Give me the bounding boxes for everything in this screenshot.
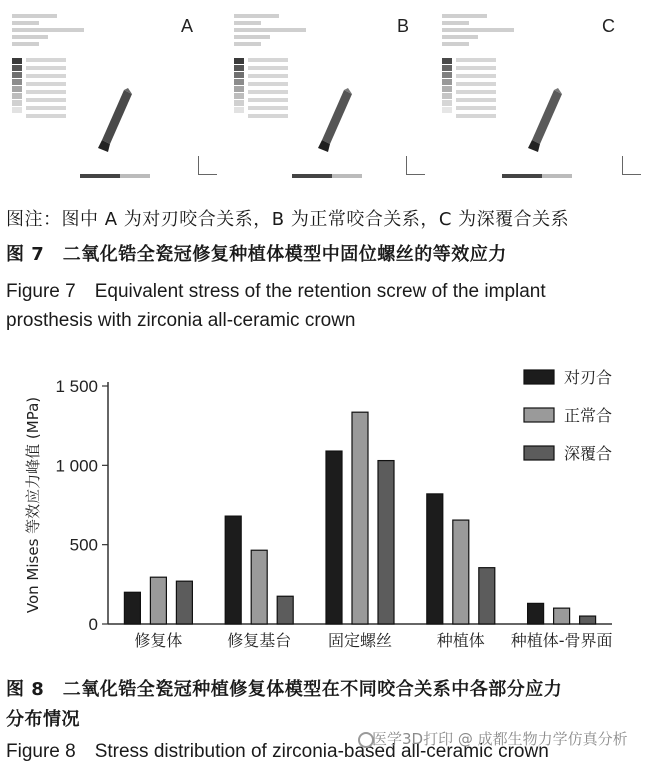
figure7-note: 图注：图中 A 为对刃咬合关系，B 为正常咬合关系，C 为深覆合关系 (6, 209, 570, 230)
legend-label: 对刃合 (564, 368, 613, 387)
bar (277, 596, 293, 624)
panel-label-a: A (181, 16, 194, 36)
bar (251, 550, 267, 624)
y-tick-label: 1 500 (55, 377, 98, 396)
y-tick-label: 500 (69, 535, 98, 555)
bar (554, 608, 570, 624)
retention-screw-model-c (520, 86, 570, 156)
figure7-title-en-line2: prosthesis with zirconia all-ceramic crown (6, 310, 356, 331)
legend-label: 深覆合 (564, 444, 613, 463)
retention-screw-model-a (90, 86, 140, 156)
bar (124, 592, 140, 624)
axis-triad (622, 156, 641, 175)
x-tick-label: 修复体 (134, 631, 183, 650)
panel-label-b: B (397, 16, 410, 36)
legend-label: 正常合 (564, 406, 613, 425)
figure8-title-cn-line1: 图 8 二氧化锆全瓷冠种植修复体模型在不同咬合关系中各部分应力 (6, 679, 563, 700)
stress-color-legend (12, 58, 22, 114)
watermark: 医学3D打印 @ 成都生物力学仿真分析 (372, 730, 628, 748)
y-tick-label: 0 (88, 615, 98, 634)
stress-color-legend (442, 58, 452, 114)
y-axis-label: Von Mises 等效应力峰值 (MPa) (24, 396, 42, 614)
axis-triad (406, 156, 425, 175)
axis-triad (198, 156, 217, 175)
stress-bar-chart (0, 350, 663, 670)
bar (378, 461, 394, 624)
bar (427, 494, 443, 624)
figure8-title-cn-line2: 分布情况 (6, 709, 80, 730)
bar (528, 603, 544, 624)
bar (176, 581, 192, 624)
x-tick-label: 修复基台 (227, 631, 292, 650)
legend-swatch (524, 370, 554, 384)
figure7-panel-a (0, 6, 210, 186)
panel-label-c: C (602, 16, 615, 36)
stress-color-legend (234, 58, 244, 114)
x-tick-label: 种植体-骨界面 (510, 631, 613, 650)
y-tick-label: 1 000 (55, 456, 98, 476)
bar (150, 577, 166, 624)
figure7-title-en-line1: Figure 7 Equivalent stress of the retention screw of the implant (6, 281, 546, 302)
figure8-title-en: Figure 8 Stress distribution of zirconia-based all-ceramic crown (6, 741, 549, 762)
bar (326, 451, 342, 624)
x-tick-label: 种植体 (436, 631, 485, 650)
bar (352, 412, 368, 624)
legend-swatch (524, 446, 554, 460)
bar (479, 568, 495, 624)
retention-screw-model-b (310, 86, 360, 156)
x-tick-label: 固定螺丝 (327, 631, 393, 650)
figure7-title-cn: 图 7 二氧化锆全瓷冠修复种植体模型中固位螺丝的等效应力 (6, 244, 507, 265)
bar (580, 616, 596, 624)
bar (225, 516, 241, 624)
bar (453, 520, 469, 624)
legend-swatch (524, 408, 554, 422)
